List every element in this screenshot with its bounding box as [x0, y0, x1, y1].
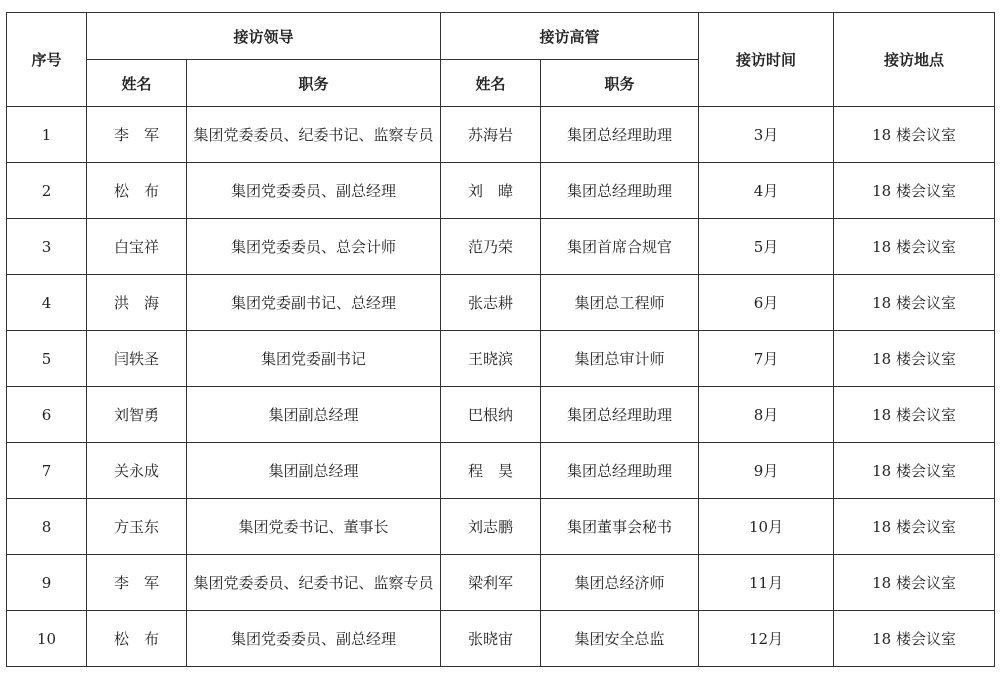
cell-leader-title: 集团党委委员、纪委书记、监察专员 — [187, 555, 441, 611]
cell-time: 10月 — [699, 499, 834, 555]
cell-seq: 4 — [7, 275, 87, 331]
cell-place: 18 楼会议室 — [834, 163, 995, 219]
header-exec-name: 姓名 — [441, 60, 541, 107]
table-row — [7, 275, 995, 331]
cell-place: 18 楼会议室 — [834, 387, 995, 443]
cell-seq: 3 — [7, 219, 87, 275]
cell-place: 18 楼会议室 — [834, 107, 995, 163]
cell-leader-name: 洪 海 — [87, 275, 187, 331]
cell-exec-title: 集团总审计师 — [541, 331, 699, 387]
cell-exec-name: 刘志鹏 — [441, 499, 541, 555]
cell-leader-title: 集团党委副书记、总经理 — [187, 275, 441, 331]
cell-time: 3月 — [699, 107, 834, 163]
cell-leader-name: 李 军 — [87, 555, 187, 611]
cell-seq: 8 — [7, 499, 87, 555]
cell-place: 18 楼会议室 — [834, 611, 995, 667]
header-time: 接访时间 — [699, 13, 834, 107]
cell-time: 6月 — [699, 275, 834, 331]
table-row — [7, 611, 995, 667]
cell-time: 12月 — [699, 611, 834, 667]
cell-leader-name: 李 军 — [87, 107, 187, 163]
cell-seq: 7 — [7, 443, 87, 499]
table-row — [7, 387, 995, 443]
cell-leader-name: 松 布 — [87, 163, 187, 219]
cell-exec-title: 集团总经理助理 — [541, 387, 699, 443]
cell-leader-title: 集团党委委员、副总经理 — [187, 163, 441, 219]
cell-place: 18 楼会议室 — [834, 499, 995, 555]
cell-leader-title: 集团副总经理 — [187, 443, 441, 499]
cell-time: 11月 — [699, 555, 834, 611]
cell-exec-name: 王晓滨 — [441, 331, 541, 387]
cell-exec-name: 苏海岩 — [441, 107, 541, 163]
cell-exec-name: 张志耕 — [441, 275, 541, 331]
cell-leader-title: 集团党委委员、纪委书记、监察专员 — [187, 107, 441, 163]
cell-exec-title: 集团总经理助理 — [541, 163, 699, 219]
cell-exec-name: 巴根纳 — [441, 387, 541, 443]
cell-time: 7月 — [699, 331, 834, 387]
cell-exec-title: 集团总经理助理 — [541, 443, 699, 499]
cell-leader-title: 集团党委副书记 — [187, 331, 441, 387]
cell-exec-name: 梁利军 — [441, 555, 541, 611]
cell-leader-name: 关永成 — [87, 443, 187, 499]
header-seq: 序号 — [7, 13, 87, 107]
cell-place: 18 楼会议室 — [834, 275, 995, 331]
header-row-1 — [7, 13, 995, 60]
cell-exec-title: 集团董事会秘书 — [541, 499, 699, 555]
table-row — [7, 499, 995, 555]
cell-leader-name: 闫轶圣 — [87, 331, 187, 387]
cell-exec-title: 集团总工程师 — [541, 275, 699, 331]
table-row — [7, 107, 995, 163]
cell-time: 8月 — [699, 387, 834, 443]
cell-leader-title: 集团党委委员、总会计师 — [187, 219, 441, 275]
cell-seq: 10 — [7, 611, 87, 667]
cell-leader-name: 刘智勇 — [87, 387, 187, 443]
cell-leader-title: 集团党委委员、副总经理 — [187, 611, 441, 667]
reception-schedule-table — [6, 12, 995, 667]
cell-leader-title: 集团党委书记、董事长 — [187, 499, 441, 555]
cell-exec-name: 程 昊 — [441, 443, 541, 499]
cell-exec-title: 集团总经理助理 — [541, 107, 699, 163]
table-row — [7, 163, 995, 219]
cell-seq: 6 — [7, 387, 87, 443]
table-row — [7, 555, 995, 611]
cell-place: 18 楼会议室 — [834, 331, 995, 387]
header-place: 接访地点 — [834, 13, 995, 107]
cell-seq: 1 — [7, 107, 87, 163]
cell-exec-name: 张晓宙 — [441, 611, 541, 667]
table-row — [7, 331, 995, 387]
header-leader-title: 职务 — [187, 60, 441, 107]
cell-seq: 5 — [7, 331, 87, 387]
header-exec-group: 接访高管 — [441, 13, 699, 60]
cell-exec-title: 集团总经济师 — [541, 555, 699, 611]
header-leader-group: 接访领导 — [87, 13, 441, 60]
cell-exec-title: 集团首席合规官 — [541, 219, 699, 275]
cell-time: 5月 — [699, 219, 834, 275]
cell-time: 4月 — [699, 163, 834, 219]
cell-seq: 9 — [7, 555, 87, 611]
header-leader-name: 姓名 — [87, 60, 187, 107]
cell-place: 18 楼会议室 — [834, 443, 995, 499]
cell-seq: 2 — [7, 163, 87, 219]
cell-leader-name: 白宝祥 — [87, 219, 187, 275]
cell-leader-name: 方玉东 — [87, 499, 187, 555]
cell-place: 18 楼会议室 — [834, 219, 995, 275]
cell-exec-name: 刘 暐 — [441, 163, 541, 219]
cell-exec-title: 集团安全总监 — [541, 611, 699, 667]
cell-time: 9月 — [699, 443, 834, 499]
cell-place: 18 楼会议室 — [834, 555, 995, 611]
header-exec-title: 职务 — [541, 60, 699, 107]
cell-exec-name: 范乃荣 — [441, 219, 541, 275]
cell-leader-title: 集团副总经理 — [187, 387, 441, 443]
table-row — [7, 219, 995, 275]
table-row — [7, 443, 995, 499]
cell-leader-name: 松 布 — [87, 611, 187, 667]
